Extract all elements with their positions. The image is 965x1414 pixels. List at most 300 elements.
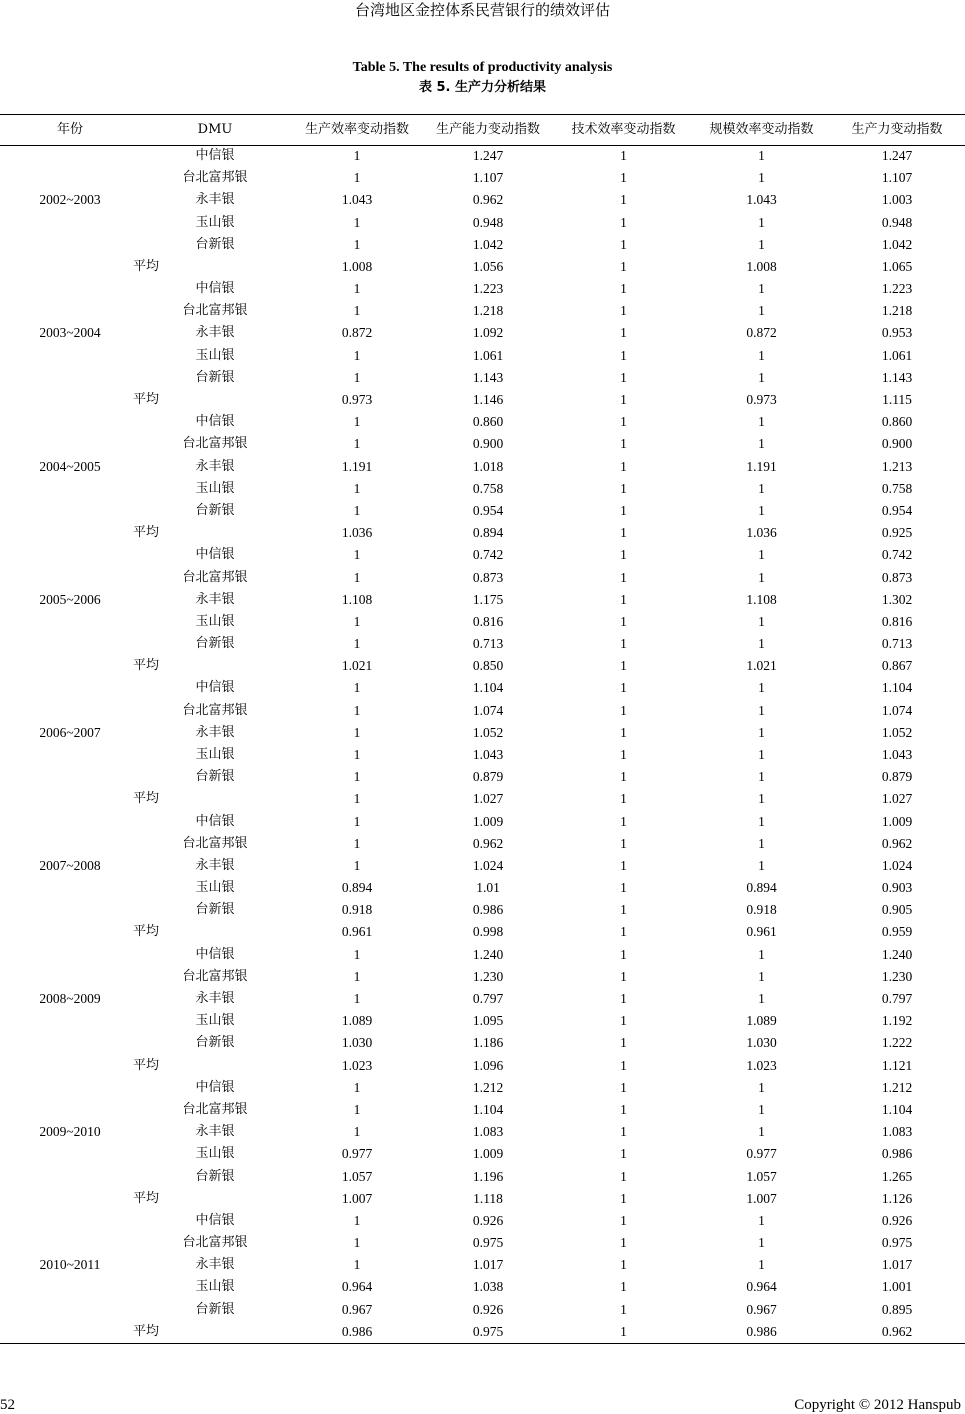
scale-efficiency-change-cell: 1 (758, 414, 765, 430)
technical-efficiency-change-cell: 1 (620, 1079, 627, 1095)
technical-efficiency-change-cell: 1 (620, 835, 627, 851)
table-row (0, 1210, 965, 1232)
table-row (0, 722, 965, 744)
average-label: 平均 (133, 258, 160, 274)
average-capacity-change-cell: 0.975 (472, 1323, 504, 1339)
technical-efficiency-change-cell: 1 (620, 458, 627, 474)
efficiency-change-cell: 0.894 (341, 880, 373, 896)
average-row (0, 788, 965, 810)
technical-efficiency-change-cell: 1 (620, 192, 627, 208)
dmu-cell: 玉山银 (195, 347, 235, 363)
scale-efficiency-change-cell: 1.108 (746, 591, 777, 607)
productivity-change-cell: 1.107 (881, 170, 913, 186)
dmu-cell: 中信银 (195, 813, 235, 829)
average-label: 平均 (133, 392, 160, 408)
technical-efficiency-change-cell: 1 (620, 1235, 627, 1251)
productivity-change-cell: 1.143 (881, 369, 913, 385)
table-row (0, 300, 965, 322)
efficiency-change-cell: 1 (353, 502, 361, 518)
dmu-cell: 永丰银 (195, 991, 235, 1007)
scale-efficiency-change-cell: 1 (758, 747, 765, 762)
column-header-productivity-change: 生产力变动指数 (851, 122, 943, 137)
productivity-change-cell: 1.223 (881, 281, 913, 297)
efficiency-change-cell: 1.057 (341, 1168, 373, 1184)
table-row (0, 855, 965, 877)
productivity-change-cell: 1.192 (881, 1013, 913, 1029)
technical-efficiency-change-cell: 1 (620, 436, 627, 452)
productivity-change-cell: 0.758 (881, 480, 913, 496)
capacity-change-cell: 1.009 (472, 813, 504, 829)
technical-efficiency-change-cell: 1 (620, 369, 627, 385)
technical-efficiency-change-cell: 1 (620, 347, 627, 363)
technical-efficiency-change-cell: 1 (620, 1013, 627, 1029)
productivity-change-cell: 1.218 (881, 303, 913, 319)
dmu-cell: 玉山银 (195, 1146, 235, 1162)
capacity-change-cell: 1.009 (472, 1146, 504, 1162)
capacity-change-cell: 1.095 (472, 1013, 504, 1029)
dmu-cell: 台北富邦银 (182, 170, 248, 186)
technical-efficiency-change-cell: 1 (620, 747, 627, 762)
scale-efficiency-change-cell: 1 (758, 347, 765, 363)
technical-efficiency-change-cell: 1 (620, 1101, 627, 1117)
technical-efficiency-change-cell: 1 (620, 303, 627, 319)
technical-efficiency-change-cell: 1 (620, 636, 627, 652)
technical-efficiency-change-cell: 1 (620, 968, 627, 984)
dmu-cell: 永丰银 (195, 724, 235, 740)
table-bottom-rule (0, 1343, 965, 1344)
capacity-change-cell: 0.742 (472, 547, 504, 563)
technical-efficiency-change-cell: 1 (620, 769, 627, 785)
scale-efficiency-change-cell: 1 (758, 1079, 765, 1095)
efficiency-change-cell: 1 (353, 547, 361, 563)
average-efficiency-change-cell: 1.023 (341, 1057, 373, 1073)
scale-efficiency-change-cell: 1.043 (746, 192, 777, 208)
column-header-efficiency-change: 生产效率变动指数 (304, 122, 409, 137)
scale-efficiency-change-cell: 1 (758, 480, 765, 496)
productivity-change-cell: 1.222 (881, 1035, 913, 1051)
average-efficiency-change-cell: 1.008 (341, 258, 373, 274)
average-productivity-change-cell: 1.126 (881, 1190, 913, 1206)
capacity-change-cell: 0.975 (472, 1235, 504, 1251)
table-row (0, 1254, 965, 1276)
capacity-change-cell: 1.074 (472, 702, 504, 718)
table-row (0, 1143, 965, 1165)
efficiency-change-cell: 1 (353, 946, 361, 962)
efficiency-change-cell: 1 (353, 480, 361, 496)
productivity-change-cell: 1.104 (881, 1101, 913, 1117)
average-technical-efficiency-change-cell: 1 (620, 1323, 627, 1339)
average-scale-efficiency-change-cell: 0.986 (746, 1323, 777, 1339)
capacity-change-cell: 1.230 (472, 968, 504, 984)
technical-efficiency-change-cell: 1 (620, 547, 627, 563)
technical-efficiency-change-cell: 1 (620, 946, 627, 962)
efficiency-change-cell: 0.872 (341, 325, 373, 341)
scale-efficiency-change-cell: 1 (758, 613, 765, 629)
table-row (0, 611, 965, 633)
period-year-label: 2003~2004 (39, 325, 101, 341)
efficiency-change-cell: 1 (353, 769, 361, 785)
dmu-cell: 永丰银 (195, 1257, 235, 1273)
scale-efficiency-change-cell: 0.894 (746, 880, 777, 896)
technical-efficiency-change-cell: 1 (620, 170, 627, 186)
productivity-change-cell: 1.043 (881, 747, 913, 762)
productivity-change-cell: 0.962 (881, 835, 913, 851)
capacity-change-cell: 1.017 (472, 1257, 504, 1273)
efficiency-change-cell: 1 (353, 1212, 361, 1228)
capacity-change-cell: 0.948 (472, 214, 504, 230)
average-efficiency-change-cell: 0.961 (341, 924, 373, 940)
column-header-dmu: DMU (197, 122, 233, 137)
efficiency-change-cell: 1 (353, 436, 361, 452)
dmu-cell: 中信银 (195, 547, 235, 563)
average-productivity-change-cell: 0.959 (881, 924, 913, 940)
dmu-cell: 玉山银 (195, 880, 235, 896)
scale-efficiency-change-cell: 1 (758, 968, 765, 984)
dmu-cell: 中信银 (195, 680, 235, 696)
efficiency-change-cell: 1 (353, 813, 361, 829)
dmu-cell: 台新银 (195, 502, 235, 518)
average-capacity-change-cell: 1.096 (472, 1057, 504, 1073)
productivity-change-cell: 1.074 (881, 702, 913, 718)
table-row (0, 167, 965, 189)
dmu-cell: 台北富邦银 (182, 835, 248, 851)
capacity-change-cell: 1.223 (472, 281, 504, 297)
efficiency-change-cell: 1 (353, 369, 361, 385)
average-technical-efficiency-change-cell: 1 (620, 924, 627, 940)
efficiency-change-cell: 1 (353, 303, 361, 319)
average-technical-efficiency-change-cell: 1 (620, 525, 627, 541)
dmu-cell: 永丰银 (195, 591, 235, 607)
efficiency-change-cell: 1 (353, 1257, 361, 1273)
table-header-row (0, 115, 965, 145)
technical-efficiency-change-cell: 1 (620, 214, 627, 230)
technical-efficiency-change-cell: 1 (620, 680, 627, 696)
technical-efficiency-change-cell: 1 (620, 991, 627, 1007)
scale-efficiency-change-cell: 1 (758, 813, 765, 829)
dmu-cell: 台新银 (195, 236, 235, 252)
dmu-cell: 永丰银 (195, 1124, 235, 1140)
average-label: 平均 (133, 525, 160, 541)
technical-efficiency-change-cell: 1 (620, 414, 627, 430)
scale-efficiency-change-cell: 1 (758, 436, 765, 452)
column-header-scale-efficiency-change: 规模效率变动指数 (709, 122, 814, 137)
productivity-change-cell: 1.052 (881, 724, 913, 740)
dmu-cell: 中信银 (195, 1212, 235, 1228)
scale-efficiency-change-cell: 1 (758, 303, 765, 319)
dmu-cell: 台北富邦银 (182, 1101, 248, 1117)
technical-efficiency-change-cell: 1 (620, 236, 627, 252)
average-row (0, 921, 965, 943)
column-header-technical-efficiency-change: 技术效率变动指数 (571, 122, 676, 137)
scale-efficiency-change-cell: 1 (758, 281, 765, 297)
technical-efficiency-change-cell: 1 (620, 1035, 627, 1051)
scale-efficiency-change-cell: 1 (758, 769, 765, 785)
technical-efficiency-change-cell: 1 (620, 325, 627, 341)
table-row (0, 411, 965, 433)
scale-efficiency-change-cell: 1 (758, 569, 765, 585)
average-technical-efficiency-change-cell: 1 (620, 1190, 627, 1206)
efficiency-change-cell: 1 (353, 1079, 361, 1095)
average-productivity-change-cell: 0.925 (881, 525, 913, 541)
capacity-change-cell: 0.962 (472, 192, 504, 208)
scale-efficiency-change-cell: 1 (758, 1212, 765, 1228)
scale-efficiency-change-cell: 1.191 (746, 458, 777, 474)
column-header-capacity-change: 生产能力变动指数 (435, 122, 540, 137)
table-row (0, 1232, 965, 1254)
capacity-change-cell: 1.175 (472, 591, 504, 607)
productivity-change-cell: 0.895 (881, 1301, 913, 1317)
scale-efficiency-change-cell: 1 (758, 170, 765, 186)
scale-efficiency-change-cell: 0.967 (746, 1301, 777, 1317)
productivity-change-cell: 1.001 (881, 1279, 913, 1295)
average-productivity-change-cell: 0.867 (881, 658, 913, 674)
average-scale-efficiency-change-cell: 1.023 (746, 1057, 777, 1073)
average-productivity-change-cell: 1.115 (882, 392, 912, 408)
table-caption-chinese: 表 5. 生产力分析结果 (418, 80, 547, 95)
efficiency-change-cell: 1 (353, 636, 361, 652)
capacity-change-cell: 1.218 (472, 303, 504, 319)
productivity-change-cell: 0.900 (881, 436, 913, 452)
scale-efficiency-change-cell: 0.977 (746, 1146, 777, 1162)
copyright-notice: Copyright © 2012 Hanspub (794, 1397, 961, 1413)
capacity-change-cell: 1.043 (472, 747, 504, 762)
efficiency-change-cell: 1 (353, 724, 361, 740)
table-row (0, 1166, 965, 1188)
table-row (0, 944, 965, 966)
efficiency-change-cell: 1 (353, 835, 361, 851)
dmu-cell: 玉山银 (195, 214, 235, 230)
table-row (0, 212, 965, 234)
scale-efficiency-change-cell: 0.964 (746, 1279, 777, 1295)
table-row (0, 1099, 965, 1121)
technical-efficiency-change-cell: 1 (620, 702, 627, 718)
technical-efficiency-change-cell: 1 (620, 1301, 627, 1317)
table-row (0, 544, 965, 566)
productivity-change-cell: 1.247 (881, 148, 913, 163)
table-row (0, 367, 965, 389)
capacity-change-cell: 0.816 (472, 613, 504, 629)
capacity-change-cell: 1.061 (472, 347, 504, 363)
table-row (0, 1010, 965, 1032)
capacity-change-cell: 1.042 (472, 236, 504, 252)
dmu-cell: 台新银 (195, 1168, 235, 1184)
scale-efficiency-change-cell: 1 (758, 214, 765, 230)
productivity-change-cell: 0.903 (881, 880, 913, 896)
scale-efficiency-change-cell: 0.918 (746, 902, 777, 918)
efficiency-change-cell: 1 (353, 613, 361, 629)
average-efficiency-change-cell: 1 (353, 791, 361, 807)
efficiency-change-cell: 1.043 (341, 192, 373, 208)
table-row (0, 744, 965, 766)
period-year-label: 2009~2010 (39, 1124, 101, 1140)
dmu-cell: 台北富邦银 (182, 303, 248, 319)
productivity-change-cell: 0.873 (881, 569, 913, 585)
productivity-change-cell: 0.879 (881, 769, 913, 785)
average-efficiency-change-cell: 0.986 (341, 1323, 373, 1339)
capacity-change-cell: 0.926 (472, 1301, 504, 1317)
period-year-label: 2004~2005 (39, 458, 101, 474)
scale-efficiency-change-cell: 1 (758, 724, 765, 740)
dmu-cell: 台新银 (195, 1301, 235, 1317)
efficiency-change-cell: 1 (353, 1101, 361, 1117)
table-row (0, 433, 965, 455)
technical-efficiency-change-cell: 1 (620, 1212, 627, 1228)
scale-efficiency-change-cell: 1.030 (746, 1035, 777, 1051)
efficiency-change-cell: 0.967 (341, 1301, 373, 1317)
technical-efficiency-change-cell: 1 (620, 857, 627, 873)
capacity-change-cell: 1.186 (472, 1035, 504, 1051)
productivity-change-cell: 1.302 (881, 591, 913, 607)
average-scale-efficiency-change-cell: 1.007 (746, 1190, 777, 1206)
efficiency-change-cell: 1.089 (341, 1013, 373, 1029)
average-productivity-change-cell: 1.027 (881, 791, 913, 807)
average-productivity-change-cell: 1.065 (881, 258, 913, 274)
efficiency-change-cell: 1 (353, 236, 361, 252)
table-row (0, 877, 965, 899)
average-capacity-change-cell: 0.998 (472, 924, 504, 940)
productivity-change-cell: 1.017 (881, 1257, 913, 1273)
dmu-cell: 台北富邦银 (182, 569, 248, 585)
dmu-cell: 永丰银 (195, 325, 235, 341)
capacity-change-cell: 1.107 (472, 170, 504, 186)
scale-efficiency-change-cell: 1 (758, 1257, 765, 1273)
average-scale-efficiency-change-cell: 0.973 (746, 392, 777, 408)
dmu-cell: 台北富邦银 (182, 1235, 248, 1251)
capacity-change-cell: 1.240 (472, 946, 504, 962)
efficiency-change-cell: 1 (353, 968, 361, 984)
dmu-cell: 永丰银 (195, 192, 235, 208)
productivity-change-cell: 1.003 (881, 192, 913, 208)
capacity-change-cell: 0.986 (472, 902, 504, 918)
average-productivity-change-cell: 0.962 (881, 1323, 913, 1339)
efficiency-change-cell: 1 (353, 857, 361, 873)
productivity-change-cell: 1.230 (881, 968, 913, 984)
scale-efficiency-change-cell: 1 (758, 636, 765, 652)
capacity-change-cell: 0.797 (472, 991, 504, 1007)
dmu-cell: 中信银 (195, 148, 235, 163)
average-technical-efficiency-change-cell: 1 (620, 1057, 627, 1073)
capacity-change-cell: 1.018 (472, 458, 504, 474)
efficiency-change-cell: 1.108 (341, 591, 373, 607)
capacity-change-cell: 1.01 (476, 880, 500, 896)
dmu-cell: 中信银 (195, 281, 235, 297)
table-row (0, 278, 965, 300)
scale-efficiency-change-cell: 1 (758, 547, 765, 563)
table-row (0, 633, 965, 655)
technical-efficiency-change-cell: 1 (620, 1124, 627, 1140)
dmu-cell: 玉山银 (195, 480, 235, 496)
average-capacity-change-cell: 1.027 (472, 791, 504, 807)
capacity-change-cell: 1.212 (472, 1079, 504, 1095)
productivity-change-cell: 0.948 (881, 214, 913, 230)
average-label: 平均 (133, 791, 160, 807)
dmu-cell: 中信银 (195, 946, 235, 962)
average-efficiency-change-cell: 1.021 (341, 658, 373, 674)
technical-efficiency-change-cell: 1 (620, 480, 627, 496)
efficiency-change-cell: 1 (353, 569, 361, 585)
average-technical-efficiency-change-cell: 1 (620, 791, 627, 807)
average-row (0, 389, 965, 411)
capacity-change-cell: 1.104 (472, 1101, 504, 1117)
productivity-change-cell: 0.905 (881, 902, 913, 918)
productivity-change-cell: 1.042 (881, 236, 913, 252)
capacity-change-cell: 0.758 (472, 480, 504, 496)
productivity-change-cell: 1.083 (881, 1124, 913, 1140)
average-capacity-change-cell: 0.850 (472, 658, 504, 674)
technical-efficiency-change-cell: 1 (620, 569, 627, 585)
dmu-cell: 中信银 (195, 1079, 235, 1095)
productivity-change-cell: 1.009 (881, 813, 913, 829)
table-row (0, 1032, 965, 1054)
table-row (0, 189, 965, 211)
technical-efficiency-change-cell: 1 (620, 502, 627, 518)
capacity-change-cell: 0.879 (472, 769, 504, 785)
productivity-change-cell: 0.954 (881, 502, 913, 518)
table-row (0, 1077, 965, 1099)
dmu-cell: 台新银 (195, 369, 235, 385)
period-year-label: 2006~2007 (39, 724, 101, 740)
technical-efficiency-change-cell: 1 (620, 591, 627, 607)
table-row (0, 456, 965, 478)
average-productivity-change-cell: 1.121 (881, 1057, 913, 1073)
capacity-change-cell: 0.954 (472, 502, 504, 518)
table-body (0, 145, 965, 1343)
efficiency-change-cell: 1 (353, 214, 361, 230)
scale-efficiency-change-cell: 1 (758, 502, 765, 518)
technical-efficiency-change-cell: 1 (620, 148, 627, 163)
capacity-change-cell: 0.713 (472, 636, 504, 652)
capacity-change-cell: 1.104 (472, 680, 504, 696)
period-year-label: 2005~2006 (39, 591, 101, 607)
average-capacity-change-cell: 1.056 (472, 258, 504, 274)
technical-efficiency-change-cell: 1 (620, 1257, 627, 1273)
productivity-change-cell: 0.797 (881, 991, 913, 1007)
period-year-label: 2002~2003 (39, 192, 101, 208)
period-year-label: 2010~2011 (39, 1257, 101, 1273)
dmu-cell: 玉山银 (195, 613, 235, 629)
dmu-cell: 台新银 (195, 769, 235, 785)
table-row (0, 234, 965, 256)
table-row (0, 1276, 965, 1298)
table-row (0, 700, 965, 722)
efficiency-change-cell: 1 (353, 991, 361, 1007)
capacity-change-cell: 0.926 (472, 1212, 504, 1228)
capacity-change-cell: 1.092 (472, 325, 504, 341)
average-scale-efficiency-change-cell: 0.961 (746, 924, 777, 940)
average-label: 平均 (133, 1057, 160, 1073)
dmu-cell: 玉山银 (195, 1013, 235, 1029)
scale-efficiency-change-cell: 0.872 (746, 325, 777, 341)
technical-efficiency-change-cell: 1 (620, 613, 627, 629)
productivity-change-cell: 0.926 (881, 1212, 913, 1228)
average-technical-efficiency-change-cell: 1 (620, 658, 627, 674)
capacity-change-cell: 1.083 (472, 1124, 504, 1140)
average-scale-efficiency-change-cell: 1.008 (746, 258, 777, 274)
capacity-change-cell: 1.196 (472, 1168, 504, 1184)
dmu-cell: 台北富邦银 (182, 968, 248, 984)
productivity-change-cell: 0.975 (881, 1235, 913, 1251)
period-year-label: 2007~2008 (39, 857, 101, 873)
average-capacity-change-cell: 1.146 (472, 392, 504, 408)
running-header: 台湾地区金控体系民营银行的绩效评估 (354, 1, 610, 19)
dmu-cell: 台新银 (195, 902, 235, 918)
table-row (0, 677, 965, 699)
efficiency-change-cell: 0.977 (341, 1146, 373, 1162)
dmu-cell: 台北富邦银 (182, 436, 248, 452)
capacity-change-cell: 1.038 (472, 1279, 504, 1295)
productivity-change-cell: 1.265 (881, 1168, 913, 1184)
capacity-change-cell: 0.900 (472, 436, 504, 452)
